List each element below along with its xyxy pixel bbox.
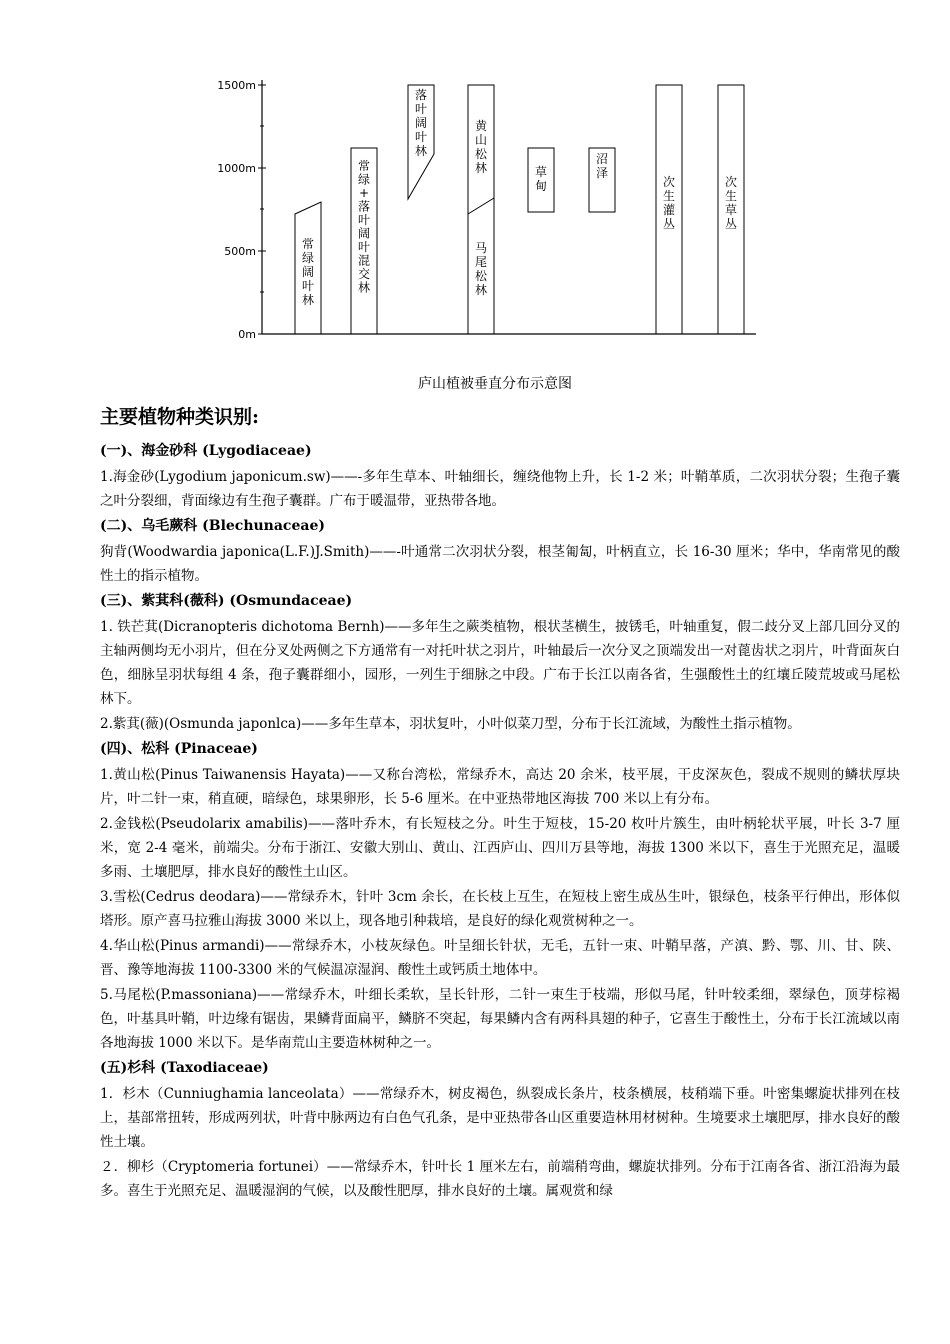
section-heading: (一)、海金砂科 (Lygodiaceae) <box>100 443 312 459</box>
tick-500: 500m <box>224 245 256 258</box>
paragraph: 1. 铁芒萁(Dicranopteris dichotoma Bernh)——多年生之蕨类植物，根状茎横生，披锈毛，叶轴重复，假二歧分叉上部几回分叉的主轴两侧均无小羽片，但在分叉处两侧之下方通常有一对托叶状之羽片，叶轴最后一次分叉之顶端发出一对蓖齿状之羽片，叶背面灰白色，细脉呈羽状每组 4 条，孢子囊群细小，园形，一列生于细脉之中段。广布于长江以南各省，生强酸性土的红壤丘陵荒坡或马尾松林下。 <box>100 619 900 707</box>
paragraph: 1.海金砂(Lygodium japonicum.sw)——-多年生草本、叶轴细长，缠绕他物上升，长 1-2 米；叶鞘革质，二次羽状分裂；生孢子囊之叶分裂细，背面缘边有生孢子囊群。广布于暖温带，亚热带各地。 <box>100 469 900 509</box>
tick-1500: 1500m <box>217 79 256 92</box>
section-osmundaceae <box>100 590 900 736</box>
label-evergreen: 常绿阔叶林 <box>301 237 315 307</box>
section-taxodiaceae <box>100 1057 900 1203</box>
paragraph: 1.黄山松(Pinus Taiwanensis Hayata)——又称台湾松，常绿乔木，高达 20 余米，枝平展，干皮深灰色，裂成不规则的鳞状厚块片，叶二针一束，稍直硬，暗绿色，球果卵形，长 5-6 厘米。在中亚热带地区海拔 700 米以上有分布。 <box>100 767 900 807</box>
label-mixed: 常绿+落叶阔叶混交林 <box>357 159 371 295</box>
label-deciduous: 落叶阔叶林 <box>414 88 428 158</box>
paragraph: 2.金钱松(Pseudolarix amabilis)——落叶乔木，有长短枝之分。叶生于短枝，15-20 枚叶片簇生，由叶柄轮状平展，叶长 3-7 厘米，宽 2-4 毫米，前端尖。分布于浙江、安徽大别山、黄山、江西庐山、四川万县等地，海拔 1300 米以下，喜生于光照充足，温暖多雨、土壤肥厚，排水良好的酸性土山区。 <box>100 816 900 880</box>
label-grass: 次生草丛 <box>724 175 738 231</box>
section-pinaceae <box>100 738 900 1055</box>
section-heading: (四)、松科 (Pinaceae) <box>100 741 258 757</box>
label-meadow: 草甸 <box>534 165 548 193</box>
paragraph: ２．柳杉（Cryptomeria fortunei）——常绿乔木，针叶长 1 厘米左右，前端稍弯曲，螺旋状排列。分布于江南各省、浙江沿海为最多。喜生于光照充足、温暖湿润的气候，以及酸性肥厚，排水良好的土壤。属观赏和绿 <box>100 1159 900 1199</box>
tick-0: 0m <box>238 328 256 341</box>
tick-1000: 1000m <box>217 162 256 175</box>
paragraph: 4.华山松(Pinus armandi)——常绿乔木，小枝灰绿色。叶呈细长针状，无毛，五针一束、叶鞘早落，产滇、黔、鄂、川、甘、陕、晋、豫等地海拔 1100-3300 米的气候温凉湿润、酸性土或钙质土地体中。 <box>100 938 900 978</box>
page-title: 主要植物种类识别: <box>100 406 260 428</box>
section-blechunaceae <box>100 515 900 588</box>
label-shrub: 次生灌丛 <box>662 175 676 231</box>
vegetation-diagram <box>200 68 760 358</box>
paragraph: 5.马尾松(P.massoniana)——常绿乔木，叶细长柔软，呈长针形，二针一束生于枝端，形似马尾，针叶较柔细，翠绿色，顶芽棕褐色，叶基具叶鞘，叶边缘有锯齿，果鳞背面扁平，鳞脐不突起，每果鳞内含有两科具翅的种子，它喜生于酸性土，分布于长江流域以南各地海拔 1000 米以下。是华南荒山主要造林树种之一。 <box>100 987 900 1051</box>
section-lygodiaceae <box>100 440 900 513</box>
label-huangshan: 黄山松林 <box>474 119 488 175</box>
diagram-caption: 庐山植被垂直分布示意图 <box>418 376 572 392</box>
section-heading: (三)、紫萁科(薇科) (Osmundaceae) <box>100 593 353 609</box>
label-swamp: 沼泽 <box>595 152 609 180</box>
paragraph: 狗背(Woodwardia japonica(L.F.)J.Smith)——-叶通常二次羽状分裂，根茎匍匐，叶柄直立，长 16-30 厘米；华中，华南常见的酸性土的指示植物。 <box>100 544 900 584</box>
label-masson: 马尾松林 <box>474 241 488 297</box>
content <box>100 438 900 1204</box>
paragraph: 1．杉木（Cunniughamia lanceolata）——常绿乔木，树皮褐色，纵裂成长条片，枝条横展，枝稍端下垂。叶密集螺旋状排列在枝上，基部常扭转，形成两列状，叶背中脉两边有白色气孔条，是中亚热带各山区重要造林用材树种。生境要求土壤肥厚，排水良好的酸性土壤。 <box>100 1086 900 1150</box>
section-heading: (二)、乌毛蕨科 (Blechunaceae) <box>100 518 325 534</box>
band-pine-divider <box>468 198 494 214</box>
paragraph: 2.紫萁(薇)(Osmunda japonlca)——多年生草本，羽状复叶，小叶似菜刀型，分布于长江流域，为酸性土指示植物。 <box>100 716 801 732</box>
paragraph: 3.雪松(Cedrus deodara)——常绿乔木，针叶 3cm 余长，在长枝上互生，在短枝上密生成丛生叶，银绿色，枝条平行伸出，形体似塔形。原产喜马拉雅山海拔 3000 米以上，现各地引种栽培，是良好的绿化观赏树种之一。 <box>100 889 900 929</box>
section-heading: (五)杉科 (Taxodiaceae) <box>100 1060 269 1076</box>
